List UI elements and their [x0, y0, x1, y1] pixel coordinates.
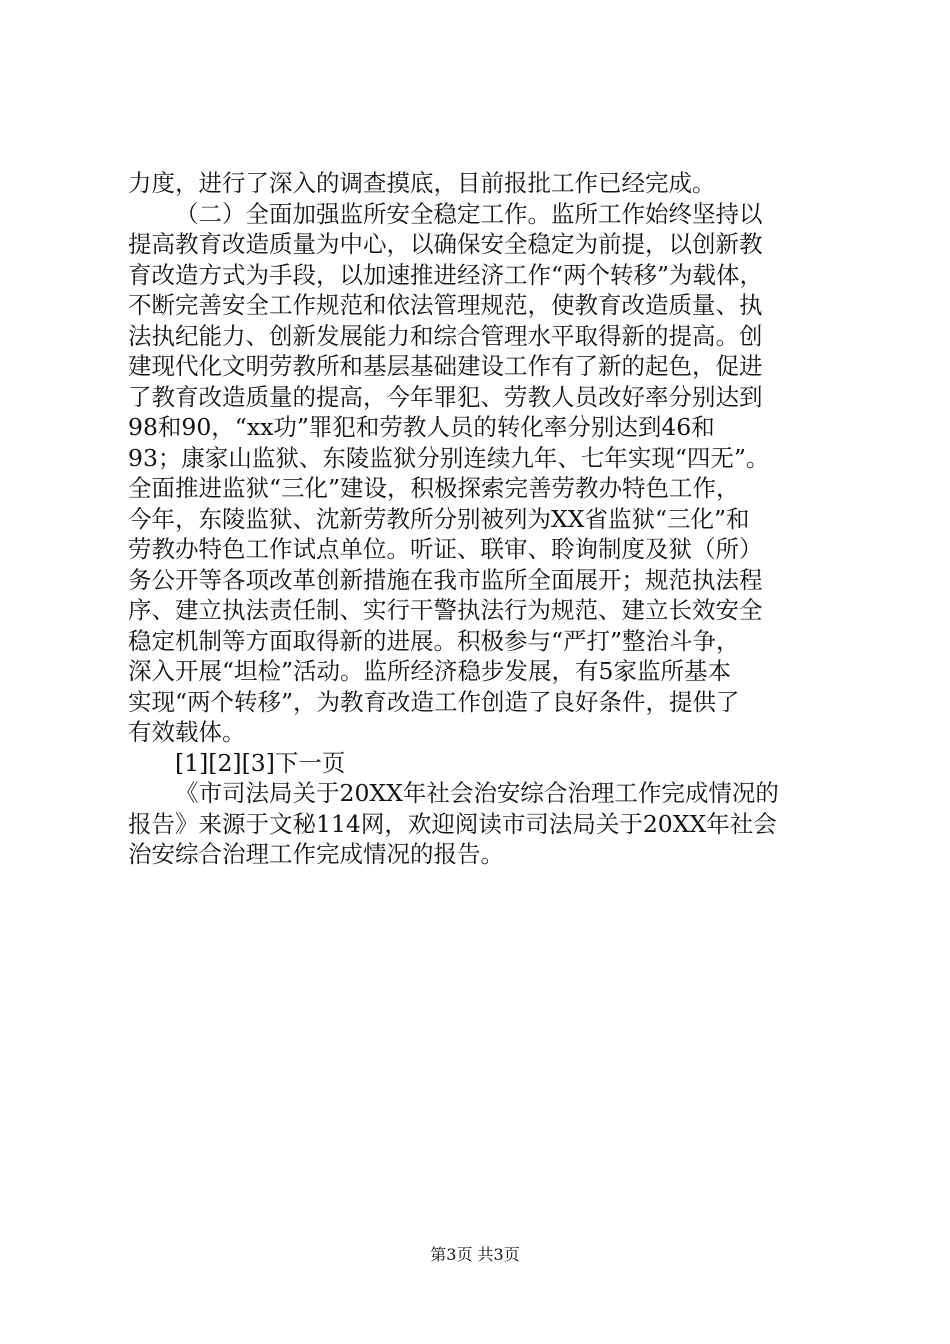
body-line-10: 93；康家山监狱、东陵监狱分别连续九年、七年实现“四无”。	[128, 443, 770, 472]
body-line-17: 深入开展“坦检”活动。监所经济稳步发展，有5家监所基本	[128, 657, 731, 685]
body-line-9: 98和90，“xx功”罪犯和劳教人员的转化率分别达到46和	[128, 413, 715, 441]
body-line-13: 劳教办特色工作试点单位。听证、联审、聆询制度及狱（所）	[128, 535, 763, 563]
page-footer: 第3页 共3页	[430, 1245, 520, 1264]
body-line-6: 法执纪能力、创新发展能力和综合管理水平取得新的提高。创	[128, 321, 763, 350]
page-link-2[interactable]: [2]	[208, 748, 242, 777]
body-line-8: 了教育改造质量的提高，今年罪犯、劳教人员改好率分别达到	[128, 382, 763, 411]
body-line-11: 全面推进监狱“三化”建设，积极探索完善劳教办特色工作，	[128, 474, 740, 502]
page-link-3[interactable]: [3]	[241, 748, 275, 777]
body-line-18: 实现“两个转移”，为教育改造工作创造了良好条件，提供了	[128, 687, 740, 716]
source-line-2: 报告》来源于文秘114网，欢迎阅读市司法局关于20XX年社会	[128, 809, 777, 838]
body-line-19: 有效载体。	[128, 718, 246, 746]
body-line-15: 序、建立执法责任制、实行干警执法行为规范、建立长效安全	[128, 596, 763, 624]
body-line-1: 力度，进行了深入的调查摸底，目前报批工作已经完成。	[128, 169, 716, 197]
body-line-5: 不断完善安全工作规范和依法管理规范，使教育改造质量、执	[128, 291, 763, 319]
pagination-links	[128, 748, 828, 779]
section-heading-line: （二）全面加强监所安全稳定工作。监所工作始终坚持以	[175, 199, 763, 228]
body-line-4: 育改造方式为手段，以加速推进经济工作“两个转移”为载体，	[128, 260, 764, 289]
document-body	[128, 168, 828, 870]
body-line-7: 建现代化文明劳教所和基层基础建设工作有了新的起色，促进	[128, 352, 763, 380]
body-line-12: 今年，东陵监狱、沈新劳教所分别被列为XX省监狱“三化”和	[128, 504, 750, 533]
body-line-14: 务公开等各项改革创新措施在我市监所全面展开；规范执法程	[128, 565, 763, 594]
source-line-3: 治安综合治理工作完成情况的报告。	[128, 840, 504, 868]
body-line-3: 提高教育改造质量为中心，以确保安全稳定为前提，以创新教	[128, 230, 763, 258]
body-line-16: 稳定机制等方面取得新的进展。积极参与“严打”整治斗争，	[128, 626, 740, 655]
next-page-link[interactable]: 下一页	[274, 748, 346, 777]
source-line-1: 《市司法局关于20XX年社会治安综合治理工作完成情况的	[175, 779, 779, 807]
page-link-1[interactable]: [1]	[175, 748, 209, 777]
